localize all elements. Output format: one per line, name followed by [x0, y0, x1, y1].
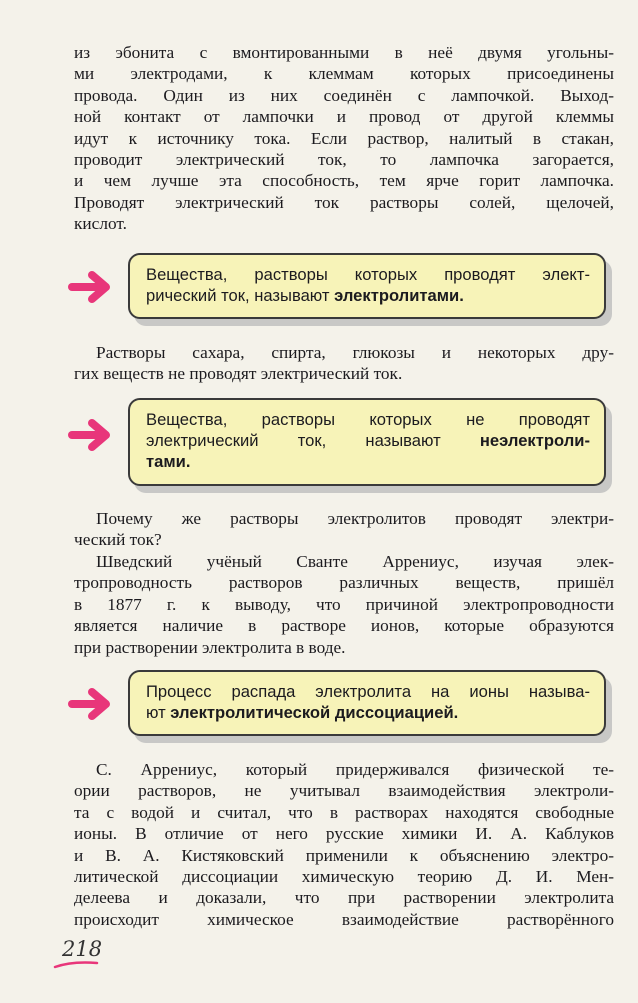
paragraph-arrhenius	[74, 551, 614, 658]
definition-text: электрический ток, называют неэлектроли-	[146, 431, 590, 450]
definition-box-dissociation	[128, 670, 606, 736]
definition-text: Процесс распада электролита на ионы называ-	[146, 682, 590, 701]
pink-arrow-icon	[68, 687, 112, 721]
text-line: и чем лучше эта способность, тем ярче горит лампочка.	[74, 171, 614, 191]
text-line: та с водой и считал, что в растворах находятся свободные	[74, 802, 614, 822]
defined-term: электролитической диссоциацией.	[170, 703, 459, 722]
text-line: происходит химическое взаимодействие растворённого	[74, 909, 614, 929]
page-number-underline	[52, 960, 100, 970]
text-line: ми электродами, к клеммам которых присоединены	[74, 64, 614, 84]
defined-term: электролитами.	[334, 286, 464, 305]
pink-arrow-icon	[68, 270, 112, 304]
text-line: в 1877 г. к выводу, что причиной электропроводности	[74, 594, 614, 614]
text-line: гих веществ не проводят электрический ток.	[74, 364, 403, 384]
text-line: и В. А. Кистяковский применили к объяснению электро-	[74, 845, 614, 865]
text-line: ионы. В отличие от него русские химики И. А. Каблуков	[74, 824, 614, 844]
text-line: ческий ток?	[74, 530, 162, 550]
definition-text: Вещества, растворы которых не проводят	[146, 410, 590, 429]
text-line: идут к источнику тока. Если раствор, налитый в стакан,	[74, 128, 614, 148]
text-line: Проводят электрический ток растворы солей, щелочей,	[74, 192, 614, 212]
text-line: делеева и доказали, что при растворении электролита	[74, 888, 614, 908]
text-line: ории растворов, не учитывал взаимодействия электроли-	[74, 781, 614, 801]
text-line: из эбонита с вмонтированными в неё двумя угольны-	[74, 43, 614, 62]
definition-text: Вещества, растворы которых проводят элект-	[146, 265, 590, 284]
text-line: проводит электрический ток, то лампочка загорается,	[74, 150, 614, 170]
definition-text: ют электролитической диссоциацией.	[146, 703, 459, 722]
paragraph-conductivity-experiment	[74, 42, 614, 235]
text-line: литической диссоциации химическую теорию Д. И. Мен-	[74, 867, 614, 887]
paragraph-question	[74, 508, 614, 551]
definition-box-electrolytes	[128, 253, 606, 319]
text-line: Растворы сахара, спирта, глюкозы и некоторых дру-	[96, 343, 614, 362]
text-line: Почему же растворы электролитов проводят электри-	[96, 509, 614, 528]
text-line: тропроводность растворов различных веществ, пришёл	[74, 573, 614, 593]
text-line: ной контакт от лампочки и провод от другой клеммы	[74, 107, 614, 127]
text-line: С. Аррениус, который придерживался физической те-	[96, 760, 614, 779]
text-line: кислот.	[74, 214, 127, 234]
text-line: провода. Один из них соединён с лампочкой. Выход-	[74, 85, 614, 105]
definition-box-non-electrolytes	[128, 398, 606, 486]
text-line: является наличие в растворе ионов, которые образуются	[74, 616, 614, 636]
paragraph-non-conductors	[74, 342, 614, 385]
text-line: при растворении электролита в воде.	[74, 637, 346, 657]
definition-text	[146, 451, 590, 472]
text-line: Шведский учёный Сванте Аррениус, изучая элек-	[96, 552, 614, 571]
paragraph-kablukov-kistyakovsky	[74, 759, 614, 930]
pink-arrow-icon	[68, 418, 112, 452]
defined-term: неэлектроли-	[479, 431, 590, 450]
page-number: 218	[62, 937, 103, 961]
definition-text: рический ток, называют электролитами.	[146, 286, 464, 305]
defined-term: тами.	[146, 452, 191, 471]
